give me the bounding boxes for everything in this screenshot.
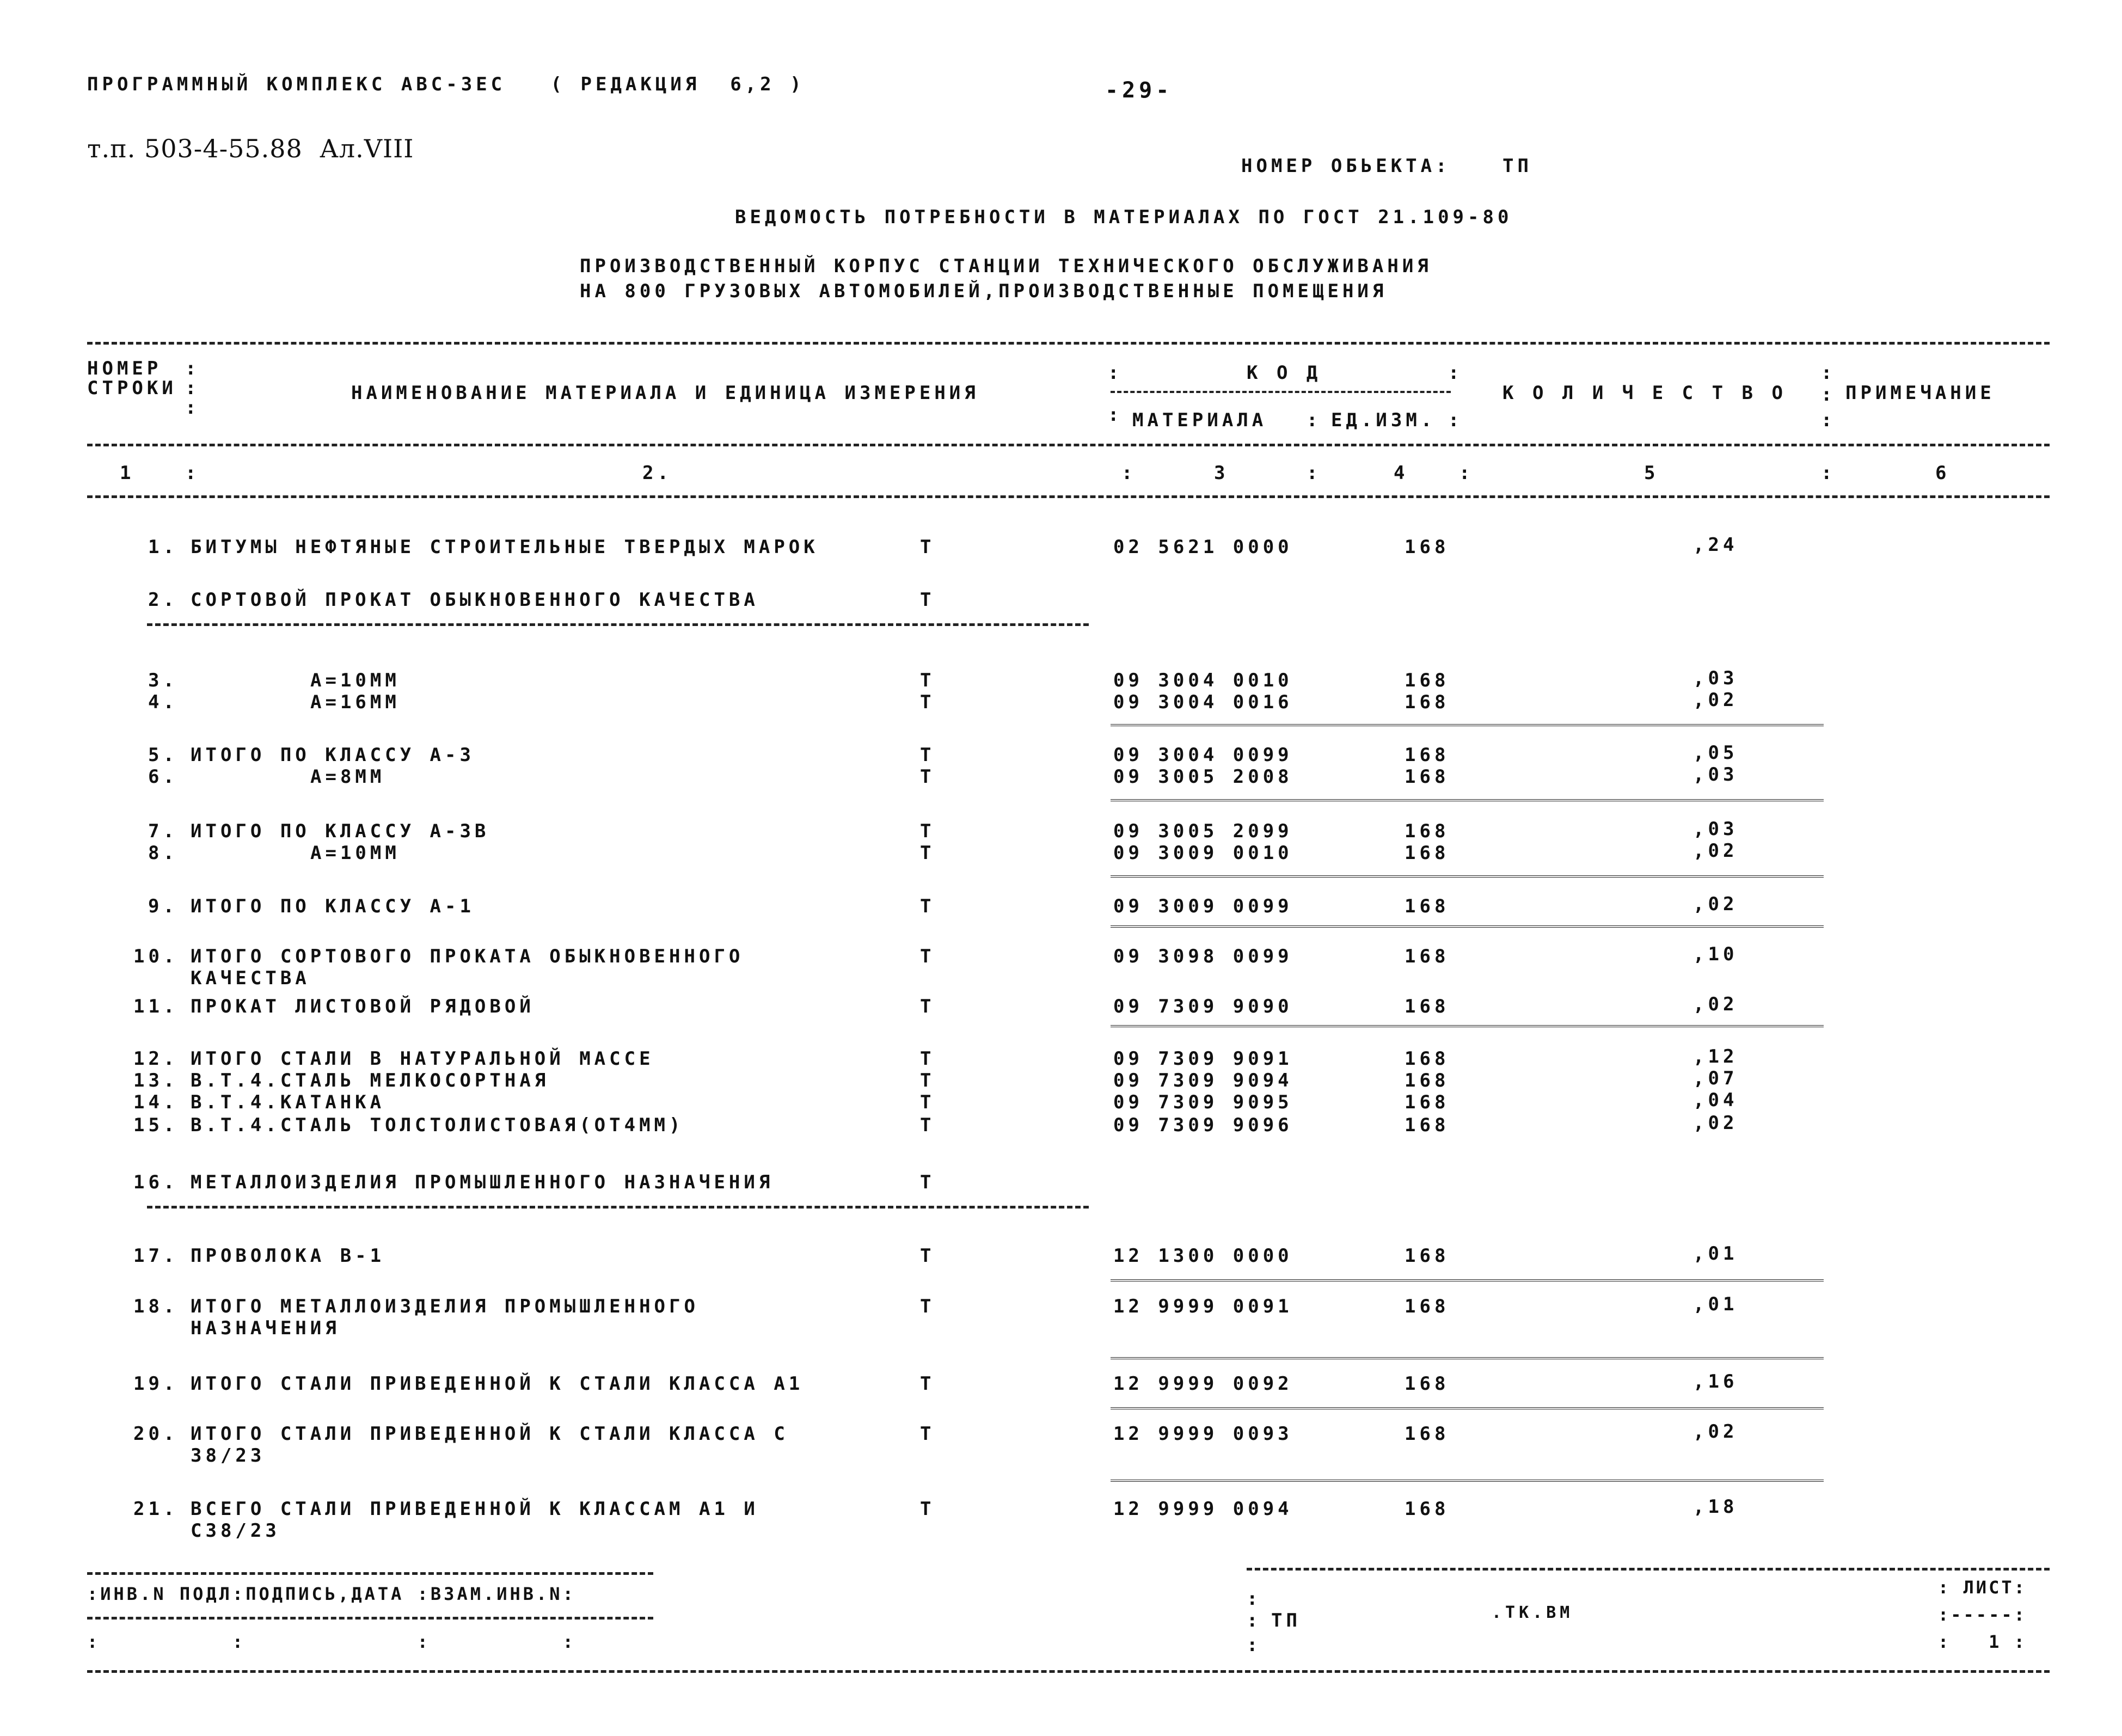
quantity: ,03 (1693, 764, 1738, 786)
material-name: В.Т.4.КАТАНКА (191, 1091, 385, 1113)
stamp-top-rule (87, 1572, 653, 1575)
quantity: ,24 (1693, 534, 1738, 556)
program-name: ПРОГРАММНЫЙ КОМПЛЕКС АВС-3ЕС ( РЕДАКЦИЯ 6,2 ) (87, 73, 805, 95)
title-block-separator: : (1247, 1588, 1262, 1610)
unit-code: 168 (1405, 1114, 1450, 1136)
unit: Т (920, 1423, 935, 1445)
col-name-header: НАИМЕНОВАНИЕ МАТЕРИАЛА И ЕДИНИЦА ИЗМЕРЕНИЯ (351, 382, 979, 404)
material-code: 12 9999 0092 (1113, 1373, 1293, 1395)
stamp-cells: : : : : (87, 1631, 576, 1652)
unit-code: 168 (1405, 1498, 1450, 1520)
subtotal-rule (1111, 1357, 1824, 1359)
subtotal-rule (1111, 724, 1824, 726)
material-name: ПРОКАТ ЛИСТОВОЙ РЯДОВОЙ (191, 996, 535, 1017)
material-name: В.Т.4.СТАЛЬ МЕЛКОСОРТНАЯ (191, 1070, 550, 1091)
col-code-material: МАТЕРИАЛА (1132, 409, 1267, 431)
document-suffix: .ТК.ВМ (1492, 1603, 1574, 1622)
material-name: А=10ММ (310, 842, 400, 864)
quantity: ,16 (1693, 1371, 1738, 1393)
material-name: ИТОГО СТАЛИ ПРИВЕДЕННОЙ К СТАЛИ КЛАССА С (191, 1423, 789, 1445)
quantity: ,02 (1693, 689, 1738, 711)
quantity: ,07 (1693, 1068, 1738, 1089)
table-top-rule (87, 342, 2050, 345)
subtotal-rule (1111, 1407, 1824, 1409)
material-code: 09 3098 0099 (1113, 946, 1293, 967)
material-name-continued: 38/23 (191, 1445, 266, 1467)
quantity: ,03 (1693, 667, 1738, 689)
material-code: 12 9999 0094 (1113, 1498, 1293, 1520)
col-row-number-line1: НОМЕР (87, 358, 162, 379)
quantity: ,01 (1693, 1243, 1738, 1265)
row-number: 5. (148, 744, 178, 766)
unit-code: 168 (1405, 1070, 1450, 1091)
subtotal-rule (1111, 1279, 1824, 1281)
material-name: ИТОГО СТАЛИ В НАТУРАЛЬНОЙ МАССЕ (191, 1048, 654, 1070)
unit: Т (920, 589, 935, 611)
unit: Т (920, 820, 935, 842)
stamp-mid-rule (87, 1617, 653, 1620)
subtotal-rule (1111, 799, 1824, 801)
material-code: 09 7309 9096 (1113, 1114, 1293, 1136)
row-number: 10. (133, 946, 179, 967)
col-separator: : (1821, 362, 1836, 384)
sheet-number: : 1 : (1938, 1631, 2027, 1652)
unit: Т (920, 996, 935, 1017)
title-block-separator: : (1247, 1634, 1262, 1656)
material-code: 12 9999 0091 (1113, 1296, 1293, 1317)
unit: Т (920, 744, 935, 766)
subtotal-rule (1111, 1025, 1824, 1027)
col-separator: : (185, 462, 200, 484)
material-code: 09 3009 0010 (1113, 842, 1293, 864)
material-code: 09 7309 9090 (1113, 996, 1293, 1017)
material-name: ИТОГО ПО КЛАССУ А-3В (191, 820, 490, 842)
material-name: ВСЕГО СТАЛИ ПРИВЕДЕННОЙ К КЛАССАМ А1 И (191, 1498, 759, 1520)
material-code: 12 1300 0000 (1113, 1245, 1293, 1267)
unit-code: 168 (1405, 766, 1450, 788)
section-rule (147, 623, 1089, 626)
row-number: 12. (133, 1048, 179, 1070)
material-name: МЕТАЛЛОИЗДЕЛИЯ ПРОМЫШЛЕННОГО НАЗНАЧЕНИЯ (191, 1171, 774, 1193)
col-separator: : (185, 358, 200, 379)
unit: Т (920, 1171, 935, 1193)
col-separator: : (185, 397, 200, 419)
subtotal-rule (1111, 925, 1824, 928)
row-number: 16. (133, 1171, 179, 1193)
material-name: В.Т.4.СТАЛЬ ТОЛСТОЛИСТОВАЯ(ОТ4ММ) (191, 1114, 684, 1136)
quantity: ,01 (1693, 1293, 1738, 1315)
material-code: 09 3009 0099 (1113, 895, 1293, 917)
col-separator: : (1307, 409, 1322, 431)
unit: Т (920, 1070, 935, 1091)
unit: Т (920, 1048, 935, 1070)
material-name: БИТУМЫ НЕФТЯНЫЕ СТРОИТЕЛЬНЫЕ ТВЕРДЫХ МАРОК (191, 536, 819, 558)
material-name: СОРТОВОЙ ПРОКАТ ОБЫКНОВЕННОГО КАЧЕСТВА (191, 589, 759, 611)
col-number-5: 5 (1644, 462, 1659, 484)
material-name-continued: НАЗНАЧЕНИЯ (191, 1317, 340, 1339)
material-code: 09 3004 0010 (1113, 670, 1293, 691)
unit-code: 168 (1405, 670, 1450, 691)
unit-code: 168 (1405, 536, 1450, 558)
section-rule (147, 1206, 1089, 1209)
unit: Т (920, 1296, 935, 1317)
unit-code: 168 (1405, 946, 1450, 967)
unit-code: 168 (1405, 1048, 1450, 1070)
col-separator: : (1459, 462, 1474, 484)
col-separator: : (1448, 409, 1463, 431)
unit: Т (920, 1498, 935, 1520)
unit: Т (920, 766, 935, 788)
row-number: 7. (148, 820, 178, 842)
quantity: ,03 (1693, 818, 1738, 840)
row-number: 14. (133, 1091, 179, 1113)
object-value: ТП (1502, 155, 1532, 177)
unit-code: 168 (1405, 996, 1450, 1017)
col-quantity-header: К О Л И Ч Е С Т В О (1502, 382, 1787, 404)
subtotal-rule (1111, 875, 1824, 878)
row-number: 9. (148, 895, 178, 917)
quantity: ,12 (1693, 1046, 1738, 1068)
document-title: ВЕДОМОСТЬ ПОТРЕБНОСТИ В МАТЕРИАЛАХ ПО ГОСТ 21.109-80 (735, 206, 1513, 228)
unit: Т (920, 1245, 935, 1267)
project-code: т.п. 503-4-55.88 Ал.VIII (87, 134, 414, 163)
material-code: 02 5621 0000 (1113, 536, 1293, 558)
col-separator: : (185, 377, 200, 399)
unit: Т (920, 670, 935, 691)
col-row-number-line2: СТРОКИ (87, 377, 177, 399)
unit-code: 168 (1405, 744, 1450, 766)
row-number: 13. (133, 1070, 179, 1091)
material-name: А=10ММ (310, 670, 400, 691)
document-subtitle-2: НА 800 ГРУЗОВЫХ АВТОМОБИЛЕЙ,ПРОИЗВОДСТВЕННЫЕ ПОМЕЩЕНИЯ (580, 280, 1388, 302)
col-separator: : (1108, 404, 1123, 426)
material-code: 09 3004 0099 (1113, 744, 1293, 766)
unit-code: 168 (1405, 820, 1450, 842)
sheet-label: : ЛИСТ: (1938, 1577, 2027, 1598)
quantity: ,02 (1693, 1112, 1738, 1134)
code-subheader-rule (1111, 391, 1451, 393)
unit: Т (920, 536, 935, 558)
unit: Т (920, 691, 935, 713)
quantity: ,10 (1693, 943, 1738, 965)
material-code: 12 9999 0093 (1113, 1423, 1293, 1445)
row-number: 1. (148, 536, 178, 558)
material-code: 09 3005 2099 (1113, 820, 1293, 842)
unit-code: 168 (1405, 842, 1450, 864)
row-number: 8. (148, 842, 178, 864)
col-note-header: ПРИМЕЧАНИЕ (1845, 382, 1995, 404)
material-name: ПРОВОЛОКА В-1 (191, 1245, 385, 1267)
title-block-top-rule (1247, 1568, 2050, 1571)
material-name: ИТОГО СОРТОВОГО ПРОКАТА ОБЫКНОВЕННОГО (191, 946, 744, 967)
material-code: 09 3005 2008 (1113, 766, 1293, 788)
unit-code: 168 (1405, 1423, 1450, 1445)
row-number: 15. (133, 1114, 179, 1136)
row-number: 4. (148, 691, 178, 713)
row-number: 18. (133, 1296, 179, 1317)
material-name: ИТОГО ПО КЛАССУ А-3 (191, 744, 475, 766)
unit-code: 168 (1405, 691, 1450, 713)
material-code: 09 7309 9094 (1113, 1070, 1293, 1091)
row-number: 20. (133, 1423, 179, 1445)
material-code: 09 7309 9095 (1113, 1091, 1293, 1113)
row-number: 17. (133, 1245, 179, 1267)
col-number-2: 2. (642, 462, 672, 484)
material-name: ИТОГО СТАЛИ ПРИВЕДЕННОЙ К СТАЛИ КЛАССА А1 (191, 1373, 804, 1395)
col-separator: : (1108, 362, 1123, 384)
quantity: ,18 (1693, 1496, 1738, 1518)
col-separator: : (1307, 462, 1322, 484)
material-name: А=16ММ (310, 691, 400, 713)
object-label: НОМЕР ОБЬЕКТА: (1241, 155, 1451, 177)
table-columns-rule (87, 495, 2050, 498)
material-name-continued: С38/23 (191, 1520, 280, 1542)
col-separator: : (1821, 384, 1836, 406)
col-number-1: 1 (120, 462, 135, 484)
document-subtitle-1: ПРОИЗВОДСТВЕННЫЙ КОРПУС СТАНЦИИ ТЕХНИЧЕСКОГО ОБСЛУЖИВАНИЯ (580, 255, 1432, 277)
col-code-header: К О Д (1247, 362, 1322, 384)
sheet-separator: :-----: (1938, 1604, 2027, 1625)
quantity: ,05 (1693, 742, 1738, 764)
material-code: 09 7309 9091 (1113, 1048, 1293, 1070)
col-separator: : (1821, 409, 1836, 431)
page-bottom-rule (87, 1670, 2050, 1673)
col-number-3: 3 (1214, 462, 1229, 484)
material-name-continued: КАЧЕСТВА (191, 967, 310, 989)
subtotal-rule (1111, 1480, 1824, 1482)
unit: Т (920, 946, 935, 967)
col-separator: : (1821, 462, 1836, 484)
quantity: ,02 (1693, 1421, 1738, 1443)
unit: Т (920, 842, 935, 864)
title-block-separator: : (1247, 1610, 1262, 1631)
page-number: -29- (1105, 78, 1173, 103)
material-name: ИТОГО МЕТАЛЛОИЗДЕЛИЯ ПРОМЫШЛЕННОГО (191, 1296, 699, 1317)
col-number-4: 4 (1394, 462, 1409, 484)
quantity: ,02 (1693, 993, 1738, 1015)
unit-code: 168 (1405, 1091, 1450, 1113)
unit: Т (920, 1091, 935, 1113)
material-name: ИТОГО ПО КЛАССУ А-1 (191, 895, 475, 917)
row-number: 2. (148, 589, 178, 611)
col-separator: : (1121, 462, 1137, 484)
quantity: ,04 (1693, 1089, 1738, 1111)
material-name: А=8ММ (310, 766, 385, 788)
quantity: ,02 (1693, 893, 1738, 915)
unit: Т (920, 1373, 935, 1395)
table-header-rule (87, 444, 2050, 446)
unit-code: 168 (1405, 895, 1450, 917)
row-number: 6. (148, 766, 178, 788)
unit: Т (920, 895, 935, 917)
document-code: ТП (1271, 1610, 1301, 1631)
row-number: 21. (133, 1498, 179, 1520)
row-number: 3. (148, 670, 178, 691)
row-number: 11. (133, 996, 179, 1017)
quantity: ,02 (1693, 840, 1738, 862)
stamp-header: :ИНВ.N ПОДЛ:ПОДПИСЬ,ДАТА :ВЗАМ.ИНВ.N: (87, 1584, 576, 1604)
col-number-6: 6 (1935, 462, 1951, 484)
col-separator: : (1448, 362, 1463, 384)
unit-code: 168 (1405, 1373, 1450, 1395)
row-number: 19. (133, 1373, 179, 1395)
unit-code: 168 (1405, 1296, 1450, 1317)
unit: Т (920, 1114, 935, 1136)
unit-code: 168 (1405, 1245, 1450, 1267)
material-code: 09 3004 0016 (1113, 691, 1293, 713)
col-code-unit: ЕД.ИЗМ. (1331, 409, 1436, 431)
